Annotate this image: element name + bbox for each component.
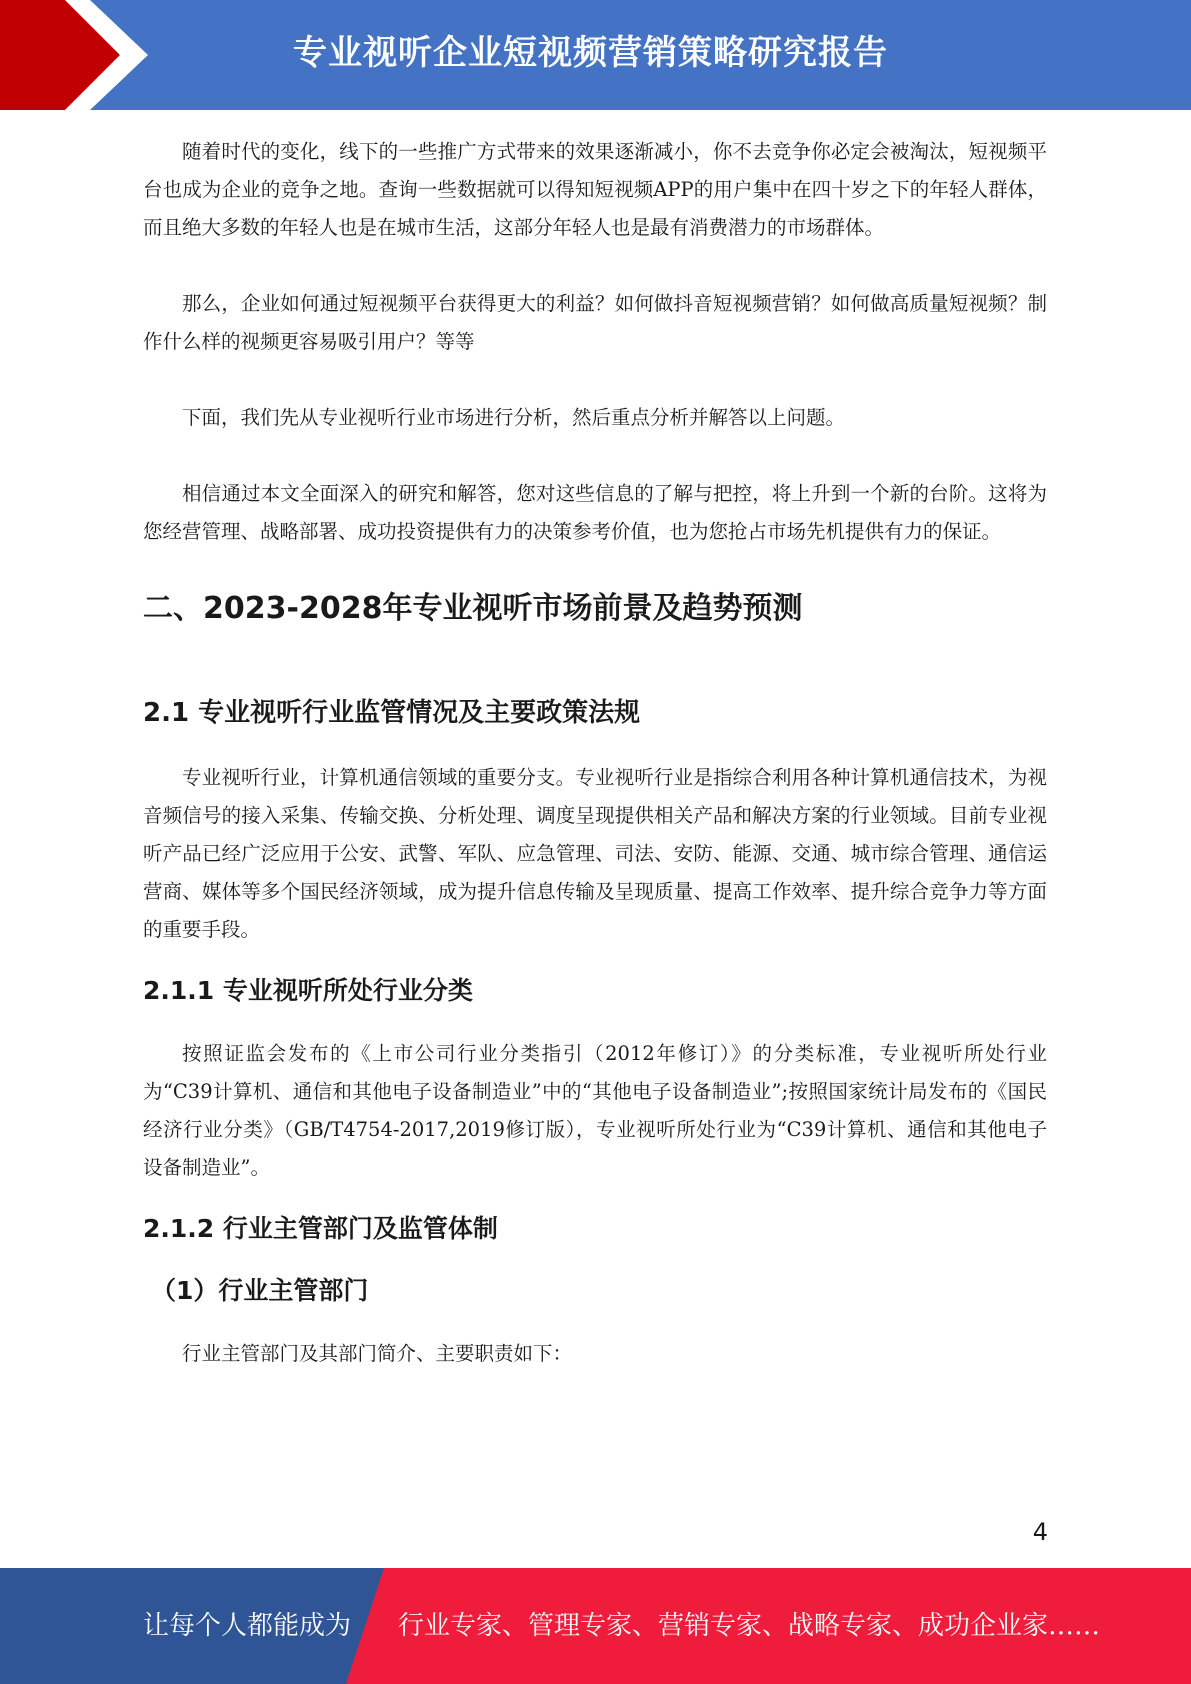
- subsection-1-heading: （1）行业主管部门: [151, 1276, 369, 1305]
- intro-paragraph-1: 随着时代的变化，线下的一些推广方式带来的效果逐渐减小，你不去竞争你必定会被淘汰，短视频平台也成为企业的竞争之地。查询一些数据就可以得知短视频APP的用户集中在四十岁之下的年轻人群体，而且绝大多数的年轻人也是在城市生活，这部分年轻人也是最有消费潜力的市场群体。: [143, 140, 1047, 239]
- section-2-1-paragraph: 专业视听行业，计算机通信领域的重要分支。专业视听行业是指综合利用各种计算机通信技术，为视音频信号的接入采集、传输交换、分析处理、调度呈现提供相关产品和解决方案的行业领域。目前专业视听产品已经广泛应用于公安、武警、军队、应急管理、司法、安防、能源、交通、城市综合管理、通信运营商、媒体等多个国民经济领域，成为提升信息传输及呈现质量、提高工作效率、提升综合竞争力等方面的重要手段。: [143, 766, 1047, 941]
- document-body: [143, 133, 1047, 1411]
- subsection-1-paragraph: 行业主管部门及其部门简介、主要职责如下：: [182, 1342, 573, 1365]
- section-2-1-heading: 2.1 专业视听行业监管情况及主要政策法规: [143, 698, 641, 728]
- intro-paragraph-3: 下面，我们先从专业视听行业市场进行分析，然后重点分析并解答以上问题。: [182, 406, 846, 429]
- section-2-heading: 二、2023-2028年专业视听市场前景及趋势预测: [143, 591, 803, 626]
- section-2-1-2-heading: 2.1.2 行业主管部门及监管体制: [143, 1214, 498, 1243]
- header-chevron-icon: [0, 0, 180, 110]
- intro-paragraph-2: 那么，企业如何通过短视频平台获得更大的利益？如何做抖音短视频营销？如何做高质量短视频？制作什么样的视频更容易吸引用户？等等: [143, 292, 1047, 353]
- page-number: 4: [1032, 1518, 1048, 1546]
- intro-paragraph-4: 相信通过本文全面深入的研究和解答，您对这些信息的了解与把控，将上升到一个新的台阶。这将为您经营管理、战略部署、成功投资提供有力的决策参考价值，也为您抢占市场先机提供有力的保证。: [143, 482, 1047, 543]
- footer-slogan-left: 让每个人都能成为: [143, 1611, 352, 1641]
- section-2-1-1-heading: 2.1.1 专业视听所处行业分类: [143, 976, 473, 1005]
- page-footer: [0, 1568, 1191, 1684]
- section-2-1-1-paragraph: 按照证监会发布的《上市公司行业分类指引（2012年修订）》的分类标准，专业视听所处行业为“C39计算机、通信和其他电子设备制造业”中的“其他电子设备制造业”;按照国家统计局发布的《国民经济行业分类》（GB/T4754-2017,2019修订版），专业视听所处行业为“C39计算机、通信和其他电子设备制造业”。: [143, 1042, 1047, 1179]
- report-title: 专业视听企业短视频营销策略研究报告: [293, 33, 888, 73]
- page-header: [0, 0, 1191, 110]
- footer-slogan-right: 行业专家、管理专家、营销专家、战略专家、成功企业家……: [398, 1611, 1101, 1641]
